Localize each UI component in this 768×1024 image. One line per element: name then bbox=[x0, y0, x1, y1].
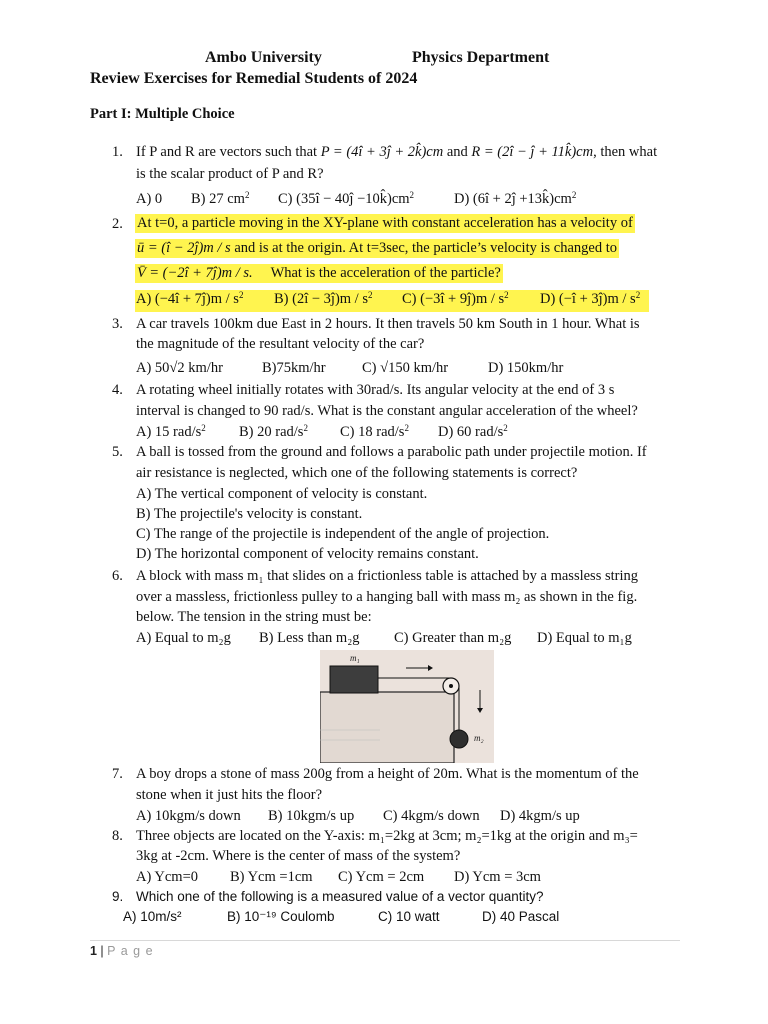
university-name: Ambo University bbox=[205, 49, 322, 66]
question-2-option-a: A) (−4î + 7ĵ)m / $s^2$ bbox=[136, 290, 244, 307]
ball-m2 bbox=[450, 730, 468, 748]
question-4-option-a: A) 15 rad/$s^2$ bbox=[136, 423, 206, 440]
department-name: Physics Department bbox=[412, 49, 550, 66]
question-2-number: 2. bbox=[112, 216, 123, 232]
question-5-number: 5. bbox=[112, 444, 123, 460]
question-3-option-a: A) 50√2 km/hr bbox=[136, 360, 223, 376]
question-1-text: If P and R are vectors such that P = (4î + 3ĵ + 2k̂)cm and R = (2î − ĵ + 11k̂)cm, then what bbox=[136, 144, 658, 160]
question-8-number: 8. bbox=[112, 828, 123, 844]
question-4-text: A rotating wheel initially rotates with 30rad/s. Its angular velocity at the end of 3 s bbox=[136, 382, 615, 398]
question-9-number: 9. bbox=[112, 889, 124, 904]
question-3-option-c: C) √150 km/hr bbox=[362, 360, 449, 376]
question-4-option-c: C) 18 rad/$s^2$ bbox=[340, 423, 409, 440]
question-5-option-b: B) The projectile's velocity is constant. bbox=[136, 506, 363, 522]
page-label: P a g e bbox=[107, 944, 154, 958]
question-3-option-d: D) 150km/hr bbox=[488, 360, 564, 376]
arrow-right-icon bbox=[428, 665, 433, 671]
question-9-text: Which one of the following is a measured value of a vector quantity? bbox=[136, 889, 544, 904]
question-4-option-b: B) 20 rad/$s^2$ bbox=[239, 423, 308, 440]
question-5-text: A ball is tossed from the ground and follows a parabolic path under projectile motion. If bbox=[136, 444, 647, 460]
question-8-option-a: A) Ycm=0 bbox=[136, 869, 199, 885]
question-6-text-2: over a massless, frictionless pulley to a hanging ball with mass m₂ as shown in the fig. bbox=[136, 589, 638, 605]
question-7-option-b: B) 10kgm/s up bbox=[268, 808, 355, 824]
question-3-text: A car travels 100km due East in 2 hours. It then travels 50 km South in 1 hour. What is bbox=[136, 316, 640, 332]
question-1-option-b: B) 27 $cm^2$ bbox=[191, 190, 250, 207]
question-2-option-b: B) (2î − 3ĵ)m / $s^2$ bbox=[274, 290, 373, 307]
question-3-option-b: B)75km/hr bbox=[262, 360, 326, 376]
question-7-text: A boy drops a stone of mass 200g from a height of 20m. What is the momentum of the bbox=[136, 766, 639, 782]
label-m2: m₂ bbox=[474, 733, 484, 743]
question-8-option-b: B) Ycm =1cm bbox=[230, 869, 313, 885]
question-3-text-2: the magnitude of the resultant velocity of the car? bbox=[136, 336, 425, 352]
question-9-option-a: A) 10m/s² bbox=[123, 909, 182, 924]
question-2-option-d: D) (−î + 3ĵ)m / $s^2$ bbox=[540, 290, 641, 307]
question-5-option-a: A) The vertical component of velocity is constant. bbox=[136, 486, 428, 502]
question-4-text-2: interval is changed to 90 rad/s. What is the constant angular acceleration of the wheel? bbox=[136, 403, 638, 419]
footer-divider bbox=[90, 940, 680, 941]
page-footer bbox=[90, 944, 154, 958]
question-8-option-d: D) Ycm = 3cm bbox=[454, 869, 541, 885]
question-1-option-a: A) 0 bbox=[136, 191, 163, 207]
question-6-option-b: B) Less than m₂g bbox=[259, 630, 360, 646]
question-2-text: At t=0, a particle moving in the XY-plane with constant acceleration has a velocity of bbox=[137, 215, 633, 231]
question-5-option-d: D) The horizontal component of velocity remains constant. bbox=[136, 546, 479, 562]
question-7-number: 7. bbox=[112, 766, 123, 782]
question-1-option-c: C) (35î − 40ĵ $-10k̂)cm^2$ bbox=[278, 190, 415, 207]
question-7-text-2: stone when it just hits the floor? bbox=[136, 787, 323, 803]
page-separator: | bbox=[96, 944, 108, 958]
question-8-option-c: C) Ycm = 2cm bbox=[338, 869, 425, 885]
question-4-number: 4. bbox=[112, 382, 123, 398]
question-3-number: 3. bbox=[112, 316, 123, 332]
question-9-option-d: D) 40 Pascal bbox=[482, 909, 560, 924]
question-7-option-d: D) 4kgm/s up bbox=[500, 808, 580, 824]
pulley-diagram bbox=[320, 650, 494, 763]
question-5-option-c: C) The range of the projectile is independent of the angle of projection. bbox=[136, 526, 550, 542]
pulley-figure bbox=[320, 650, 494, 763]
question-2-text-2: ū = (î − 2ĵ)m / s and is at the origin. At t=3sec, the particle’s velocity is changed to bbox=[137, 240, 617, 256]
question-6-option-a: A) Equal to m₂g bbox=[136, 630, 231, 646]
question-6-number: 6. bbox=[112, 568, 123, 584]
arrow-down-icon bbox=[477, 708, 483, 713]
question-2-option-c: C) (−3î + 9ĵ)m / $s^2$ bbox=[402, 290, 509, 307]
question-7-option-a: A) 10kgm/s down bbox=[136, 808, 241, 824]
question-7-option-c: C) 4kgm/s down bbox=[383, 808, 480, 824]
question-9-option-c: C) 10 watt bbox=[378, 909, 440, 924]
part-heading: Part I: Multiple Choice bbox=[90, 106, 235, 122]
question-9-option-b: B) 10⁻¹⁹ Coulomb bbox=[227, 909, 335, 924]
question-6-option-d: D) Equal to m₁g bbox=[537, 630, 632, 646]
question-8-text: Three objects are located on the Y-axis: m₁=2kg at 3cm; m₂=1kg at the origin and m₃= bbox=[136, 828, 638, 844]
question-1-text-2: is the scalar product of P and R? bbox=[136, 166, 324, 182]
table bbox=[320, 692, 454, 763]
label-m1: m₁ bbox=[350, 653, 360, 663]
question-2-text-3: V̄ = (−2î + 7ĵ)m / s. What is the acceleration of the particle? bbox=[137, 265, 501, 281]
question-1-option-d: D) (6î + 2ĵ $+13k̂)cm^2$ bbox=[454, 190, 577, 207]
question-5-text-2: air resistance is neglected, which one of the following statements is correct? bbox=[136, 465, 578, 481]
document-subtitle: Review Exercises for Remedial Students of 2024 bbox=[90, 70, 418, 87]
question-1-number: 1. bbox=[112, 144, 123, 160]
page-number: 1 bbox=[90, 944, 97, 958]
question-6-text: A block with mass m₁ that slides on a frictionless table is attached by a massless string bbox=[136, 568, 638, 584]
question-8-text-2: 3kg at -2cm. Where is the center of mass of the system? bbox=[136, 848, 461, 864]
block-m1 bbox=[330, 666, 378, 693]
question-6-option-c: C) Greater than m₂g bbox=[394, 630, 512, 646]
question-4-option-d: D) 60 rad/$s^2$ bbox=[438, 423, 508, 440]
question-6-text-3: below. The tension in the string must be: bbox=[136, 609, 372, 625]
